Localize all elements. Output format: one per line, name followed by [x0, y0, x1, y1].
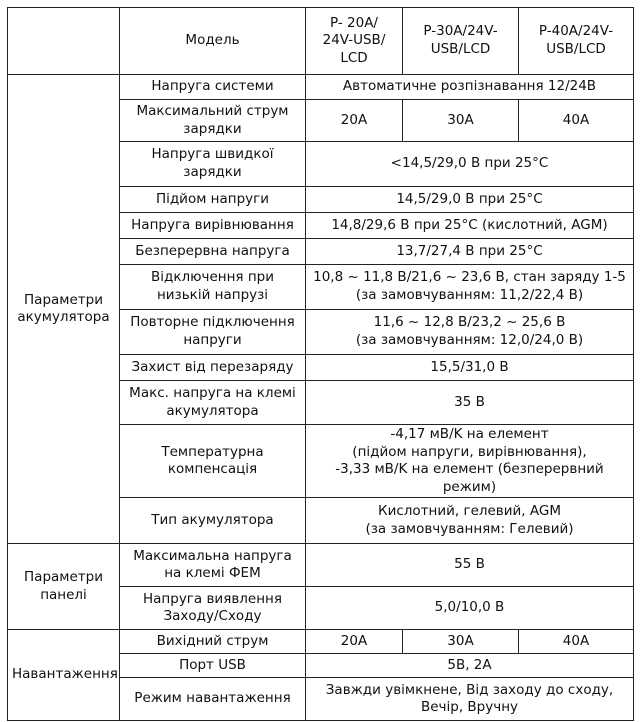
row-value: <14,5/29,0 В при 25°C: [306, 142, 634, 187]
row-value-p20: 20A: [306, 630, 403, 654]
row-value: Кислотний, гелевий, AGM (за замовчуванням: Гелевий): [306, 498, 634, 544]
row-label: Тип акумулятора: [120, 498, 306, 544]
row-value: 13,7/27,4 В при 25°C: [306, 239, 634, 265]
table-row: [8, 630, 634, 654]
row-label: Підйом напруги: [120, 187, 306, 213]
controller-spec-table: [7, 7, 634, 721]
row-label: Напруга системи: [120, 75, 306, 100]
row-label: Порт USB: [120, 654, 306, 678]
row-value: 14,8/29,6 В при 25°C (кислотний, AGM): [306, 213, 634, 239]
row-label: Напруга швидкої зарядки: [120, 142, 306, 187]
row-label: Безперервна напруга: [120, 239, 306, 265]
row-label: Температурна компенсація: [120, 425, 306, 498]
row-value: 35 В: [306, 381, 634, 425]
row-label: Максимальний струм зарядки: [120, 100, 306, 142]
row-label: Режим навантаження: [120, 678, 306, 721]
row-value: Завжди увімкнене, Від заходу до сходу, Вечір, Вручну: [306, 678, 634, 721]
row-value: 5В, 2А: [306, 654, 634, 678]
row-label: Повторне підключення напруги: [120, 310, 306, 355]
row-value-p30: 30A: [403, 630, 519, 654]
row-value-p40: 40A: [519, 100, 634, 142]
category-battery: Параметри акумулятора: [8, 75, 120, 544]
category-panel: Параметри панелі: [8, 544, 120, 630]
header-model-p30: P-30A/24V- USB/LCD: [403, 8, 519, 75]
row-value: Автоматичне розпізнавання 12/24В: [306, 75, 634, 100]
row-value: 14,5/29,0 В при 25°C: [306, 187, 634, 213]
category-load: Навантаження: [8, 630, 120, 721]
row-label: Напруга вирівнювання: [120, 213, 306, 239]
row-value: -4,17 мВ/K на елемент (підйом напруги, вирівнювання), -3,33 мВ/K на елемент (безперервний режим): [306, 425, 634, 498]
row-value: 55 В: [306, 544, 634, 587]
row-value-p20: 20A: [306, 100, 403, 142]
header-model-p20: P- 20A/ 24V-USB/ LCD: [306, 8, 403, 75]
row-value: 5,0/10,0 В: [306, 587, 634, 630]
row-value: 11,6 ~ 12,8 В/23,2 ~ 25,6 В (за замовчуванням: 12,0/24,0 В): [306, 310, 634, 355]
row-value: 10,8 ~ 11,8 В/21,6 ~ 23,6 В, стан заряду 1-5 (за замовчуванням: 11,2/22,4 В): [306, 265, 634, 310]
row-label: Макс. напруга на клемі акумулятора: [120, 381, 306, 425]
header-blank-cell: [8, 8, 120, 75]
row-value: 15,5/31,0 В: [306, 355, 634, 381]
header-model-label: Модель: [120, 8, 306, 75]
row-label: Відключення при низькій напрузі: [120, 265, 306, 310]
header-row: [8, 8, 634, 75]
row-label: Вихідний струм: [120, 630, 306, 654]
table-row: [8, 544, 634, 587]
row-label: Захист від перезаряду: [120, 355, 306, 381]
row-label: Напруга виявлення Заходу/Сходу: [120, 587, 306, 630]
header-model-p40: P-40A/24V- USB/LCD: [519, 8, 634, 75]
table-row: [8, 75, 634, 100]
row-value-p30: 30A: [403, 100, 519, 142]
row-value-p40: 40A: [519, 630, 634, 654]
row-label: Максимальна напруга на клемі ФЕМ: [120, 544, 306, 587]
